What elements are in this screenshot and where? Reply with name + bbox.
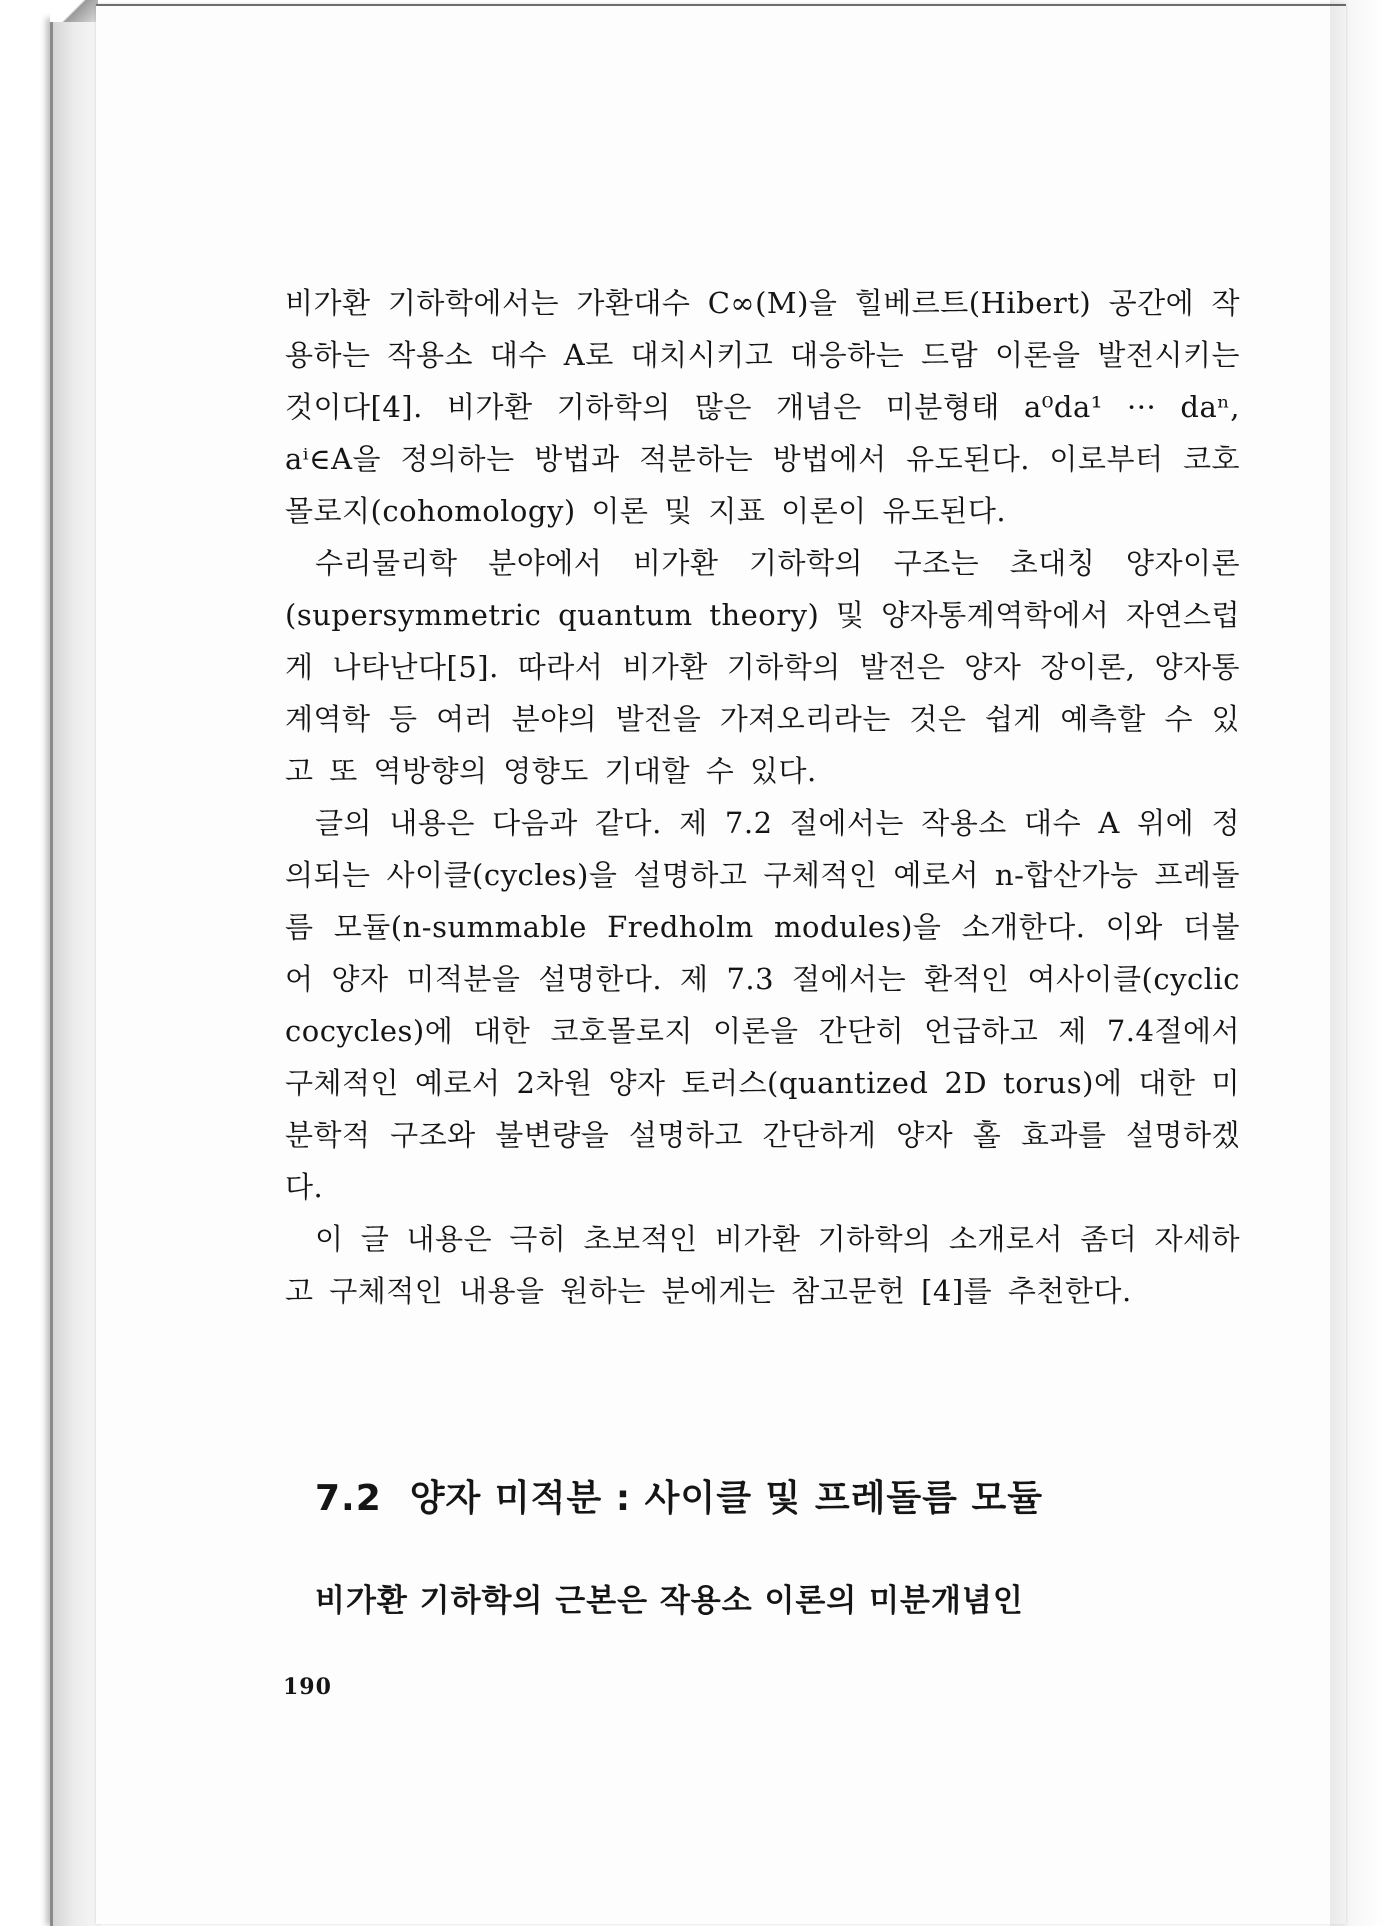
book-spine [50,18,101,1926]
section-number: 7.2 [315,1478,382,1519]
paragraph-outline: 글의 내용은 다음과 같다. 제 7.2 절에서는 작용소 대수 A 위에 정의되는 사이클(cycles)을 설명하고 구체적인 예로서 n-합산가능 프레돌름 모듈(n-summable Fredholm modules)을 소개한다. 이와 더불어 양자 미적분을 설명한다. 제 7.3 절에서는 환적인 여사이클(cyclic cocycles)에 대한 코호몰로지 이론을 간단히 언급하고 제 7.4절에서 구체적인 예로서 2차원 양자 토러스(quantized 2D torus)에 대한 미분학적 구조와 불변량을 설명하고 간단하게 양자 홀 효과를 설명하겠다. [285,806,1240,1204]
body-text [285,277,1240,1317]
page-number: 190 [283,1674,332,1700]
section-title: 양자 미적분 : 사이클 및 프레돌름 모듈 [409,1478,1044,1519]
subheading: 비가환 기하학의 근본은 작용소 이론의 미분개념인 [315,1583,1024,1619]
page-edge-shadow [1330,0,1386,1926]
paragraph-intro: 비가환 기하학에서는 가환대수 C∞(M)을 힐베르트(Hibert) 공간에 작용하는 작용소 대수 A로 대치시키고 대응하는 드람 이론을 발전시키는 것이다[4]. 비가환 기하학의 많은 개념은 미분형태 a⁰da¹ ··· daⁿ, aⁱ∈A을 정의하는 방법과 적분하는 방법에서 유도된다. 이로부터 코호몰로지(cohomology) 이론 및 지표 이론이 유도된다. [285,286,1240,528]
book-spine-corner [50,0,98,22]
paragraph-physics: 수리물리학 분야에서 비가환 기하학의 구조는 초대칭 양자이론(supersymmetric quantum theory) 및 양자통계역학에서 자연스럽게 나타난다[5]. 따라서 비가환 기하학의 발전은 양자 장이론, 양자통계역학 등 여러 분야의 발전을 가져오리라는 것은 쉽게 예측할 수 있고 또 역방향의 영향도 기대할 수 있다. [285,546,1240,788]
paragraph-reference: 이 글 내용은 극히 초보적인 비가환 기하학의 소개로서 좀더 자세하고 구체적인 내용을 원하는 분에게는 참고문헌 [4]를 추천한다. [285,1222,1240,1308]
section-heading [315,1470,1215,1521]
